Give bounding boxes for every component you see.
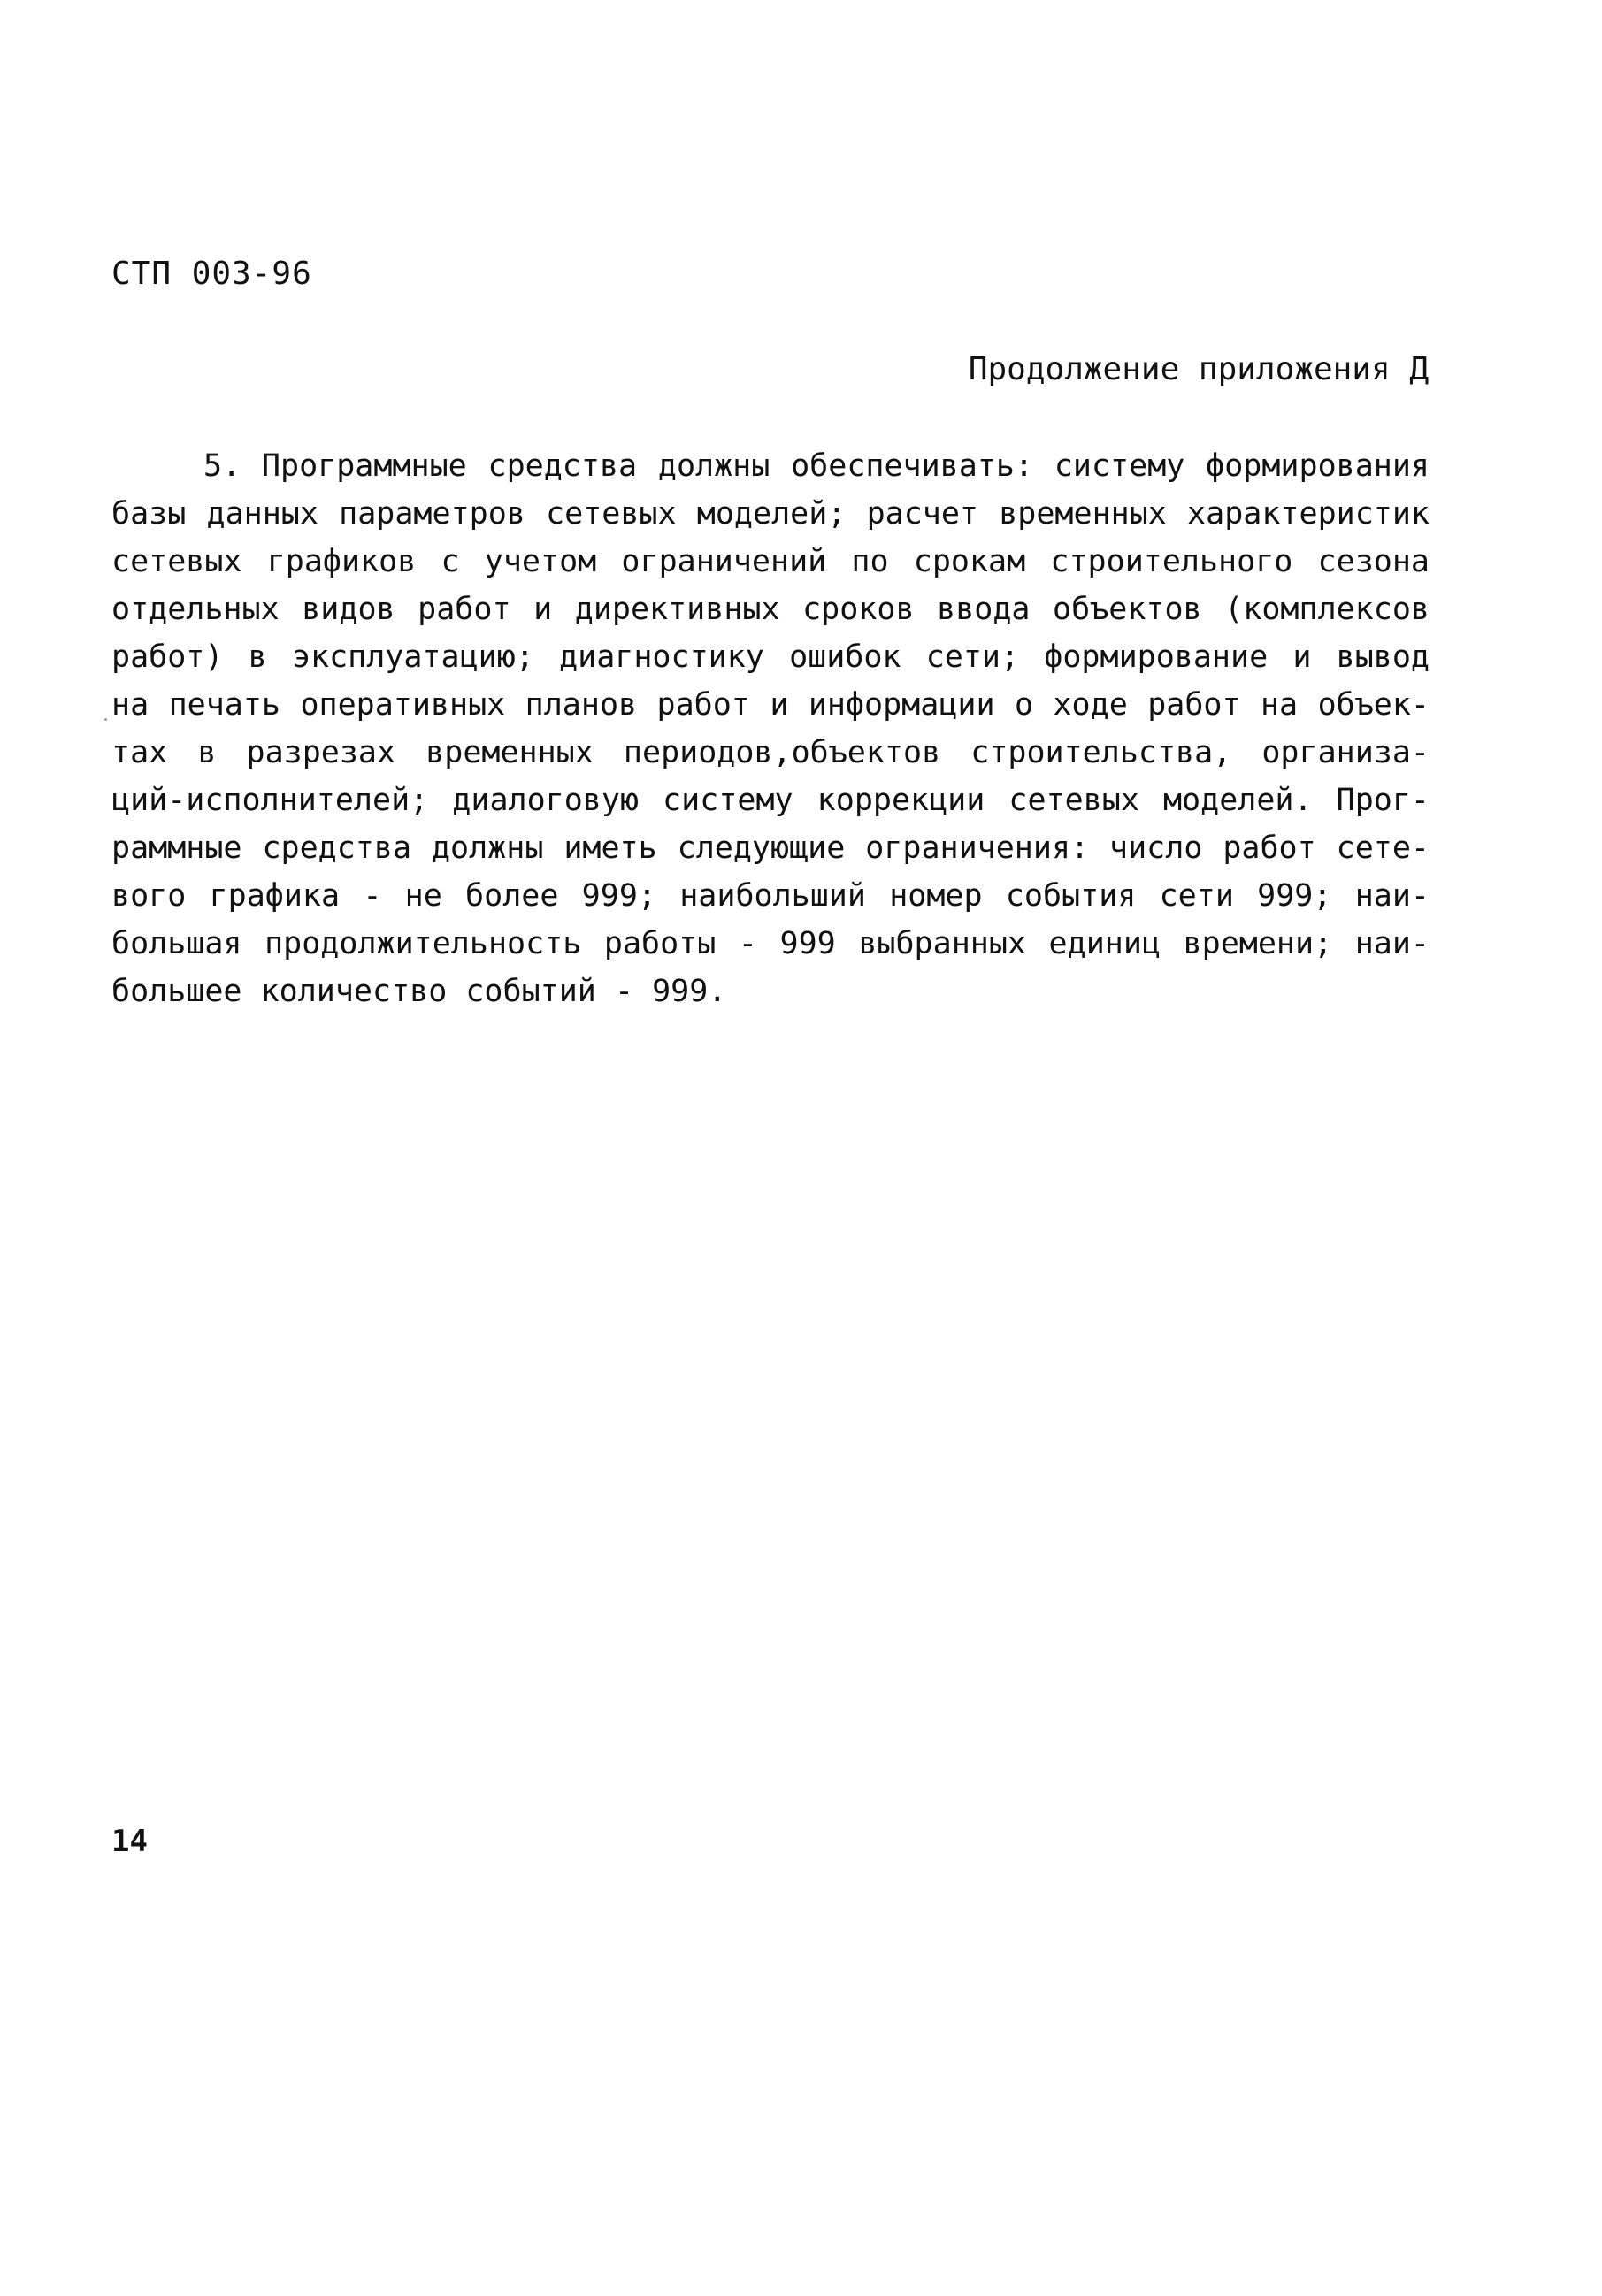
paragraph-line: ций-исполнителей; диалоговую систему коррекции сетевых моделей. Прог- (111, 783, 1430, 818)
paragraph-line: большее количество событий - 999. (111, 974, 727, 1009)
paragraph-line: 5. Программные средства должны обеспечивать: систему формирования (203, 448, 1430, 484)
paragraph-line: раммные средства должны иметь следующие ограничения: число работ сете- (111, 830, 1430, 866)
appendix-continuation-label: Продолжение приложения Д (968, 351, 1429, 387)
paragraph-line: отдельных видов работ и директивных сроков ввода объектов (комплексов (111, 592, 1430, 627)
paragraph-line: сетевых графиков с учетом ограничений по срокам строительного сезона (111, 544, 1430, 579)
paragraph-line: вого графика - не более 999; наибольший номер события сети 999; наи- (111, 878, 1430, 914)
paragraph-line: базы данных параметров сетевых моделей; расчет временных характеристик (111, 496, 1430, 532)
paragraph-line: большая продолжительность работы - 999 выбранных единиц времени; наи- (111, 926, 1430, 961)
page-number: 14 (111, 1824, 148, 1859)
paragraph-line: на печать оперативных планов работ и информации о ходе работ на объек- (111, 687, 1430, 723)
paragraph-line: работ) в эксплуатацию; диагностику ошибок сети; формирование и вывод (111, 639, 1430, 675)
document-code: СТП 003-96 (111, 256, 312, 292)
paragraph-line: тах в разрезах временных периодов,объектов строительства, организа- (111, 735, 1430, 770)
paragraph-5 (111, 442, 1430, 1015)
scan-speck (104, 718, 107, 721)
